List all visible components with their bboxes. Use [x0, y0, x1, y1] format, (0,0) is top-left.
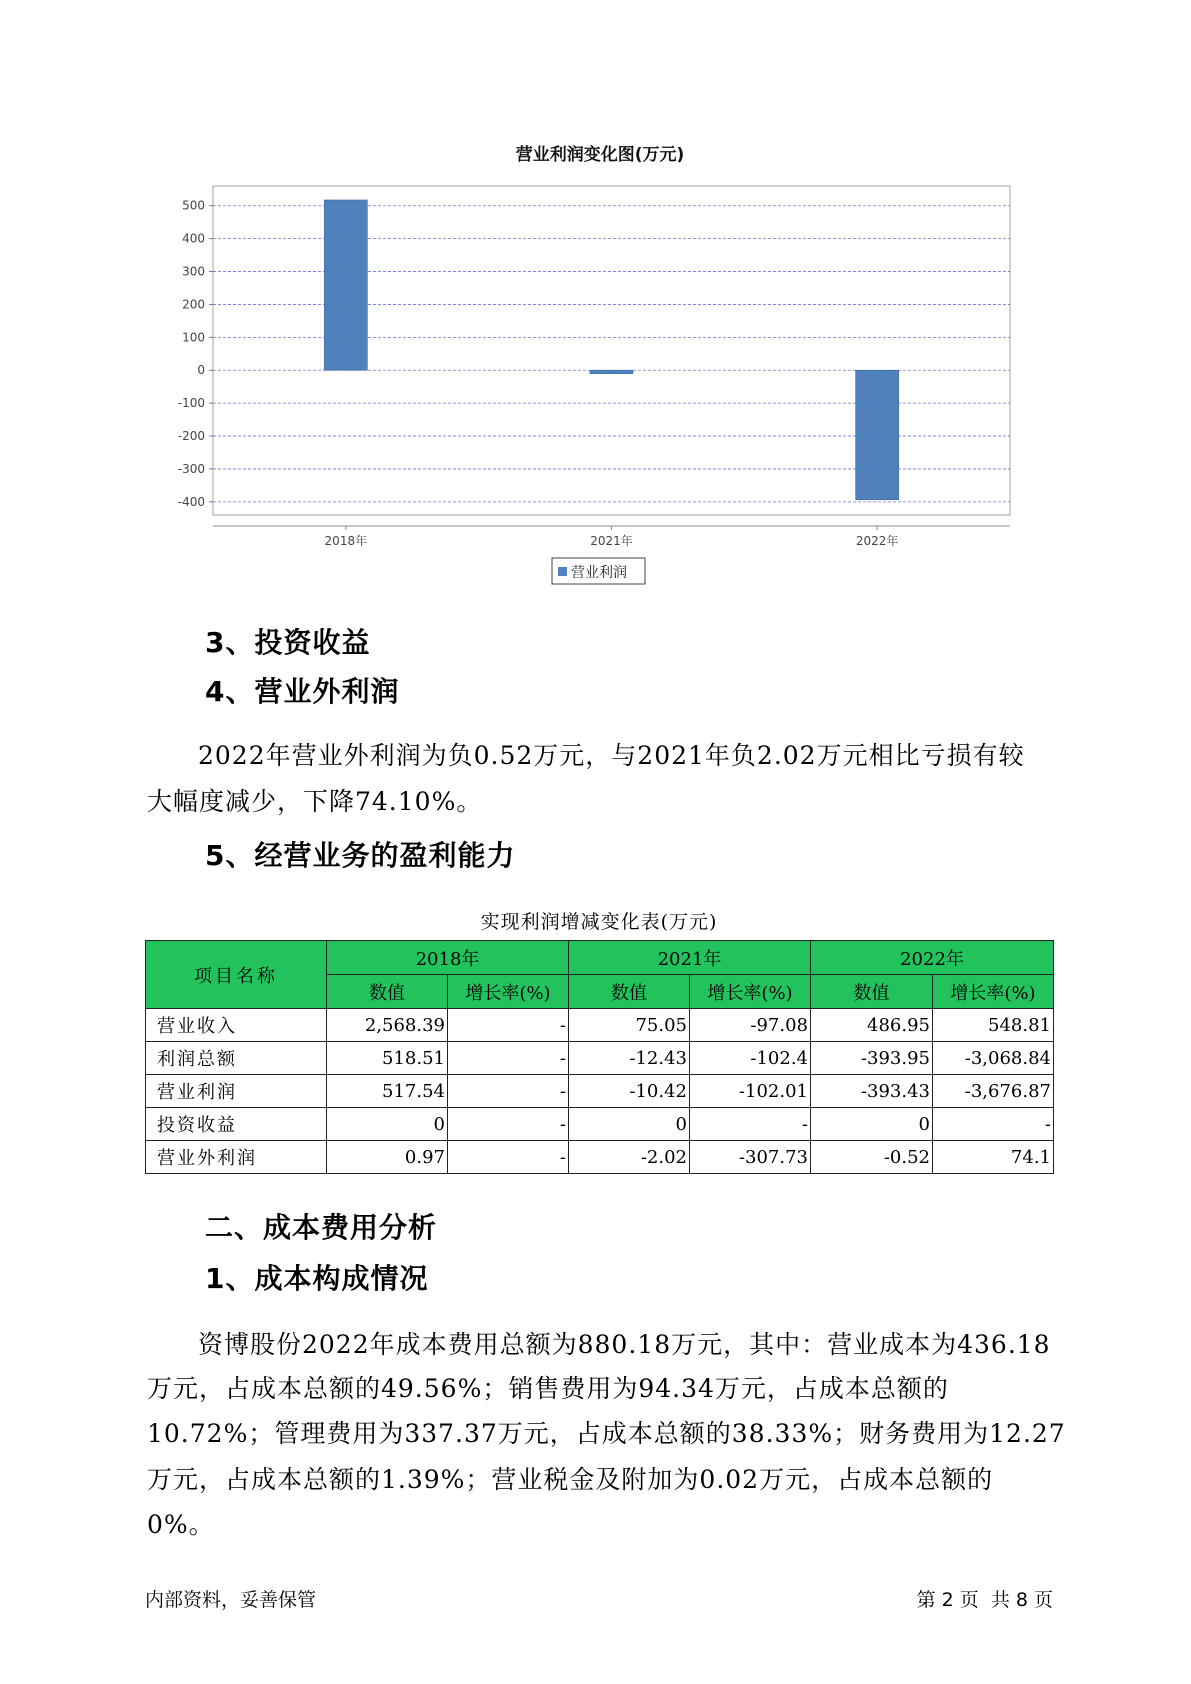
y-tick-label: -300	[177, 461, 205, 476]
bar-2018年	[324, 200, 367, 370]
year-header-2022: 2022年	[811, 941, 1054, 975]
growth-rate-header: 增长率(%)	[933, 975, 1054, 1009]
growth-rate-cell: -	[933, 1108, 1054, 1141]
table-row	[146, 1141, 1054, 1174]
operating-profit-chart	[0, 0, 1191, 600]
paragraph-line: 10.72%；管理费用为337.37万元，占成本总额的38.33%；财务费用为12.27	[147, 1419, 1066, 1448]
row-label: 营业利润	[146, 1075, 327, 1108]
value-cell: 518.51	[327, 1042, 448, 1075]
table-row	[146, 1108, 1054, 1141]
value-cell: 0.97	[327, 1141, 448, 1174]
growth-rate-cell: -	[448, 1042, 569, 1075]
paragraph-line: 资博股份2022年成本费用总额为880.18万元，其中：营业成本为436.18	[198, 1330, 1051, 1359]
x-tick-label: 2018年	[324, 534, 368, 548]
paragraph-line: 0%。	[147, 1510, 215, 1539]
heading-profitability: 5、经营业务的盈利能力	[205, 839, 516, 872]
growth-rate-cell: -102.4	[690, 1042, 811, 1075]
value-cell: 75.05	[569, 1009, 690, 1042]
value-cell: -2.02	[569, 1141, 690, 1174]
x-tick-label: 2022年	[855, 534, 899, 548]
growth-rate-cell: -	[448, 1141, 569, 1174]
legend-label: 营业利润	[571, 565, 627, 581]
value-cell: 2,568.39	[327, 1009, 448, 1042]
value-cell: 0	[811, 1108, 933, 1141]
row-label: 利润总额	[146, 1042, 327, 1075]
growth-rate-cell: -97.08	[690, 1009, 811, 1042]
heading-non-operating-profit: 4、营业外利润	[205, 675, 400, 708]
heading-investment-income: 3、投资收益	[205, 626, 371, 659]
y-tick-label: 100	[182, 330, 205, 345]
bar-2021年	[590, 370, 633, 373]
table-row	[146, 1042, 1054, 1075]
year-header-2018: 2018年	[327, 941, 569, 975]
y-tick-label: -100	[177, 396, 205, 411]
footer-page-number: 第 2 页 共 8 页	[916, 1589, 1053, 1611]
year-header-2021: 2021年	[569, 941, 811, 975]
chart-legend	[552, 558, 645, 584]
growth-rate-header: 增长率(%)	[690, 975, 811, 1009]
y-tick-label: 400	[182, 231, 205, 246]
table-header-row	[146, 941, 1054, 975]
x-tick-label: 2021年	[590, 534, 633, 548]
paragraph-line: 大幅度减少，下降74.10%。	[147, 787, 483, 816]
bar-2022年	[856, 370, 899, 499]
row-label: 投资收益	[146, 1108, 327, 1141]
row-label: 营业收入	[146, 1009, 327, 1042]
y-tick-label: 500	[182, 198, 205, 213]
paragraph-line: 2022年营业外利润为负0.52万元，与2021年负2.02万元相比亏损有较	[198, 741, 1025, 770]
legend-swatch	[558, 567, 567, 576]
growth-rate-cell: -307.73	[690, 1141, 811, 1174]
value-header: 数值	[327, 975, 448, 1009]
y-tick-label: 0	[197, 363, 205, 378]
growth-rate-cell: -3,068.84	[933, 1042, 1054, 1075]
growth-rate-cell: -	[448, 1108, 569, 1141]
value-cell: 0	[327, 1108, 448, 1141]
value-cell: -10.42	[569, 1075, 690, 1108]
growth-rate-cell: 74.1	[933, 1141, 1054, 1174]
growth-rate-header: 增长率(%)	[448, 975, 569, 1009]
growth-rate-cell: -	[690, 1108, 811, 1141]
value-cell: 486.95	[811, 1009, 933, 1042]
y-tick-label: -200	[177, 429, 205, 444]
value-cell: 517.54	[327, 1075, 448, 1108]
growth-rate-cell: -	[448, 1009, 569, 1042]
value-header: 数值	[569, 975, 690, 1009]
y-tick-label: 300	[182, 264, 205, 279]
value-cell: 0	[569, 1108, 690, 1141]
table-caption: 实现利润增减变化表(万元)	[480, 911, 718, 933]
growth-rate-cell: -3,676.87	[933, 1075, 1054, 1108]
y-tick-label: -400	[177, 494, 205, 509]
paragraph-line: 万元，占成本总额的1.39%；营业税金及附加为0.02万元，占成本总额的	[147, 1465, 994, 1494]
growth-rate-cell: 548.81	[933, 1009, 1054, 1042]
value-cell: -393.95	[811, 1042, 933, 1075]
growth-rate-cell: -	[448, 1075, 569, 1108]
row-label: 营业外利润	[146, 1141, 327, 1174]
heading-cost-analysis: 二、成本费用分析	[205, 1211, 438, 1244]
heading-cost-structure: 1、成本构成情况	[205, 1262, 429, 1295]
item-name-header: 项目名称	[146, 941, 327, 1009]
value-header: 数值	[811, 975, 933, 1009]
y-tick-label: 200	[182, 297, 205, 312]
footer-confidential-note: 内部资料，妥善保管	[145, 1589, 317, 1611]
growth-rate-cell: -102.01	[690, 1075, 811, 1108]
value-cell: -0.52	[811, 1141, 933, 1174]
profit-change-table	[145, 940, 1054, 1174]
table-row	[146, 1075, 1054, 1108]
table-body	[146, 1009, 1054, 1174]
table-row	[146, 1009, 1054, 1042]
chart-title: 营业利润变化图(万元)	[515, 145, 685, 165]
value-cell: -12.43	[569, 1042, 690, 1075]
value-cell: -393.43	[811, 1075, 933, 1108]
paragraph-line: 万元，占成本总额的49.56%；销售费用为94.34万元，占成本总额的	[147, 1374, 949, 1403]
